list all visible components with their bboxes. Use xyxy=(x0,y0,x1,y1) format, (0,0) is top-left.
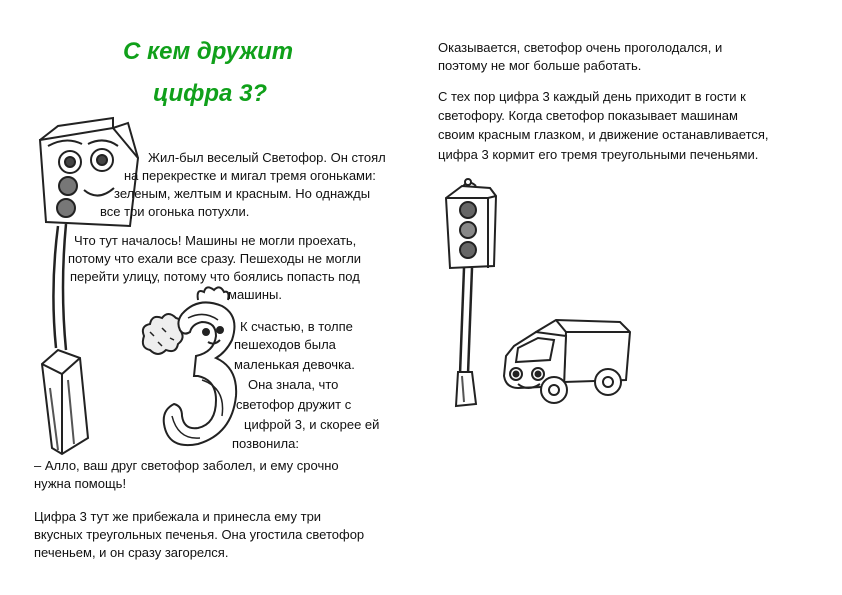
left-p5-line-3: печеньем, и он сразу загорелся. xyxy=(34,545,229,560)
right-p2-line-2: светофору. Когда светофор показывает машинам xyxy=(438,108,738,123)
title-line-2: цифра 3? xyxy=(153,80,268,107)
left-p3-line-5: светофор дружит с xyxy=(236,397,352,412)
left-p3-line-3: маленькая девочка. xyxy=(234,357,355,372)
right-p1-line-2: поэтому не мог больше работать. xyxy=(438,58,642,73)
left-p4-line-2: нужна помощь! xyxy=(34,476,127,491)
right-p1-line-1: Оказывается, светофор очень проголодался, и xyxy=(438,40,723,55)
smiling-truck-icon xyxy=(494,316,634,408)
left-p2-line-4: машины. xyxy=(228,287,282,302)
digit-three-character-icon xyxy=(136,284,246,454)
left-p3-line-1: К счастью, в толпе xyxy=(240,319,353,334)
left-p3-line-7: позвонила: xyxy=(232,436,299,451)
title-line-1: С кем дружит xyxy=(123,38,294,65)
left-p1-line-3: зеленым, желтым и красным. Но однажды xyxy=(114,186,371,201)
left-p1-line-4: все три огонька потухли. xyxy=(100,204,250,219)
left-p4-line-1: – Алло, ваш друг светофор заболел, и ему срочно xyxy=(34,458,339,473)
left-p3-line-2: пешеходов была xyxy=(234,337,336,352)
right-p2-line-4: цифра 3 кормит его тремя треугольными печеньями. xyxy=(438,147,759,162)
left-p5-line-2: вкусных треугольных печенья. Она угостила светофор xyxy=(34,527,365,542)
left-p2-line-1: Что тут началось! Машины не могли проехать, xyxy=(74,233,357,248)
left-p1-line-1: Жил-был веселый Светофор. Он стоял xyxy=(148,150,386,165)
traffic-light-icon xyxy=(440,176,500,412)
right-p2-line-3: своим красным глазком, и движение останавливается, xyxy=(438,127,769,142)
left-p3-line-6: цифрой 3, и скорее ей xyxy=(244,417,380,432)
left-p3-line-4: Она знала, что xyxy=(248,377,339,392)
left-p2-line-2: потому что ехали все сразу. Пешеходы не могли xyxy=(68,251,362,266)
left-p1-line-2: на перекрестке и мигал тремя огоньками: xyxy=(124,168,376,183)
left-p2-line-3: перейти улицу, потому что боялись попасть под xyxy=(70,269,360,284)
left-p5-line-1: Цифра 3 тут же прибежала и принесла ему три xyxy=(34,509,322,524)
right-p2-line-1: С тех пор цифра 3 каждый день приходит в гости к xyxy=(438,89,746,104)
